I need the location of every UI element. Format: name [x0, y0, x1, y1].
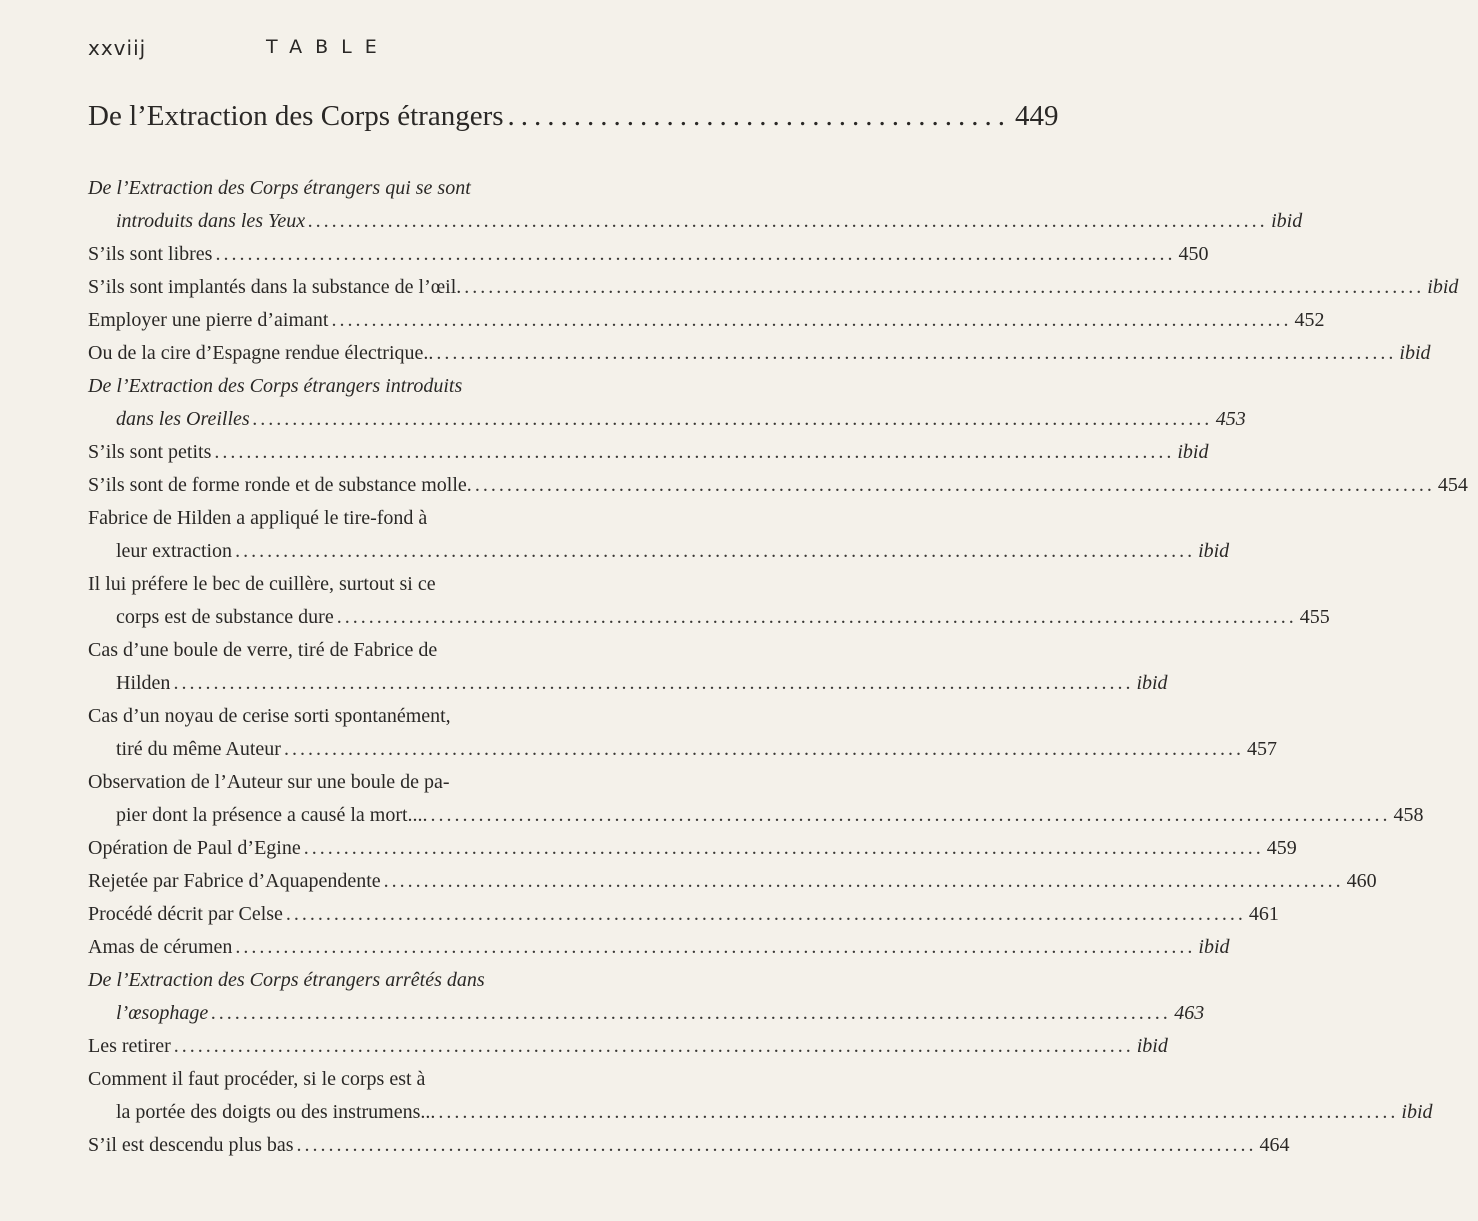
toc-entry	[88, 1030, 1168, 1063]
entry-first-line: De l’Extraction des Corps étrangers arrêtés dans	[88, 969, 485, 991]
leader-dots: ........................................................................................................................	[430, 804, 1391, 826]
entry-last-line	[88, 238, 1209, 271]
leader-dots: ........................................................................................................................	[173, 672, 1134, 694]
entry-last-line	[88, 436, 1209, 469]
entry-last-line	[88, 1096, 1433, 1129]
leader-dots: ........................................................................................................................	[438, 1101, 1399, 1123]
toc-entry	[88, 337, 1431, 370]
entry-text: S’ils sont implantés dans la substance de l’œil.	[88, 276, 462, 298]
entry-page-number: 464	[1259, 1134, 1290, 1156]
entry-text: Hilden	[116, 672, 171, 694]
entry-first-line: Fabrice de Hilden a appliqué le tire-fond à	[88, 507, 428, 529]
entry-last-line	[88, 304, 1325, 337]
entry-page-number: ibid	[1271, 210, 1303, 232]
entry-first-line: Cas d’un noyau de cerise sorti spontanément,	[88, 705, 451, 727]
leader-dots: ........................................................................................................................	[336, 606, 1297, 628]
entry-page-number: 458	[1393, 804, 1424, 826]
toc-entry	[88, 1063, 1433, 1129]
entry-last-line	[88, 271, 1459, 304]
toc-entry	[88, 502, 1230, 568]
entry-page-number: 460	[1346, 870, 1377, 892]
entry-page-number: ibid	[1399, 342, 1431, 364]
toc-heading	[88, 370, 1246, 436]
leader-dots: ........................................................................................................................	[235, 936, 1196, 958]
entry-text: S’ils sont de forme ronde et de substance molle.	[88, 474, 472, 496]
entry-last-line	[88, 403, 1246, 436]
entry-text: pier dont la présence a causé la mort....	[116, 804, 428, 826]
entry-last-line	[88, 337, 1431, 370]
leader-dots: ........................................................................................................................	[283, 738, 1244, 760]
entry-text: leur extraction	[116, 540, 233, 562]
entry-text: Amas de cérumen	[88, 936, 233, 958]
entry-page-number: 459	[1266, 837, 1297, 859]
leader-dots: ........................................................................................................................	[474, 474, 1435, 496]
toc-entry	[88, 931, 1230, 964]
leader-dots: ........................................................................................................................	[308, 210, 1269, 232]
leader-dots: ........................................................................................................................	[296, 1134, 1257, 1156]
entry-page-number: 454	[1437, 474, 1468, 496]
leader-dots: ........................................................................................................................	[383, 870, 1344, 892]
running-head	[88, 36, 648, 66]
entry-text: Les retirer	[88, 1035, 171, 1057]
toc-entry	[88, 634, 1168, 700]
entry-text: la portée des doigts ou des instrumens...	[116, 1101, 436, 1123]
toc-entry	[88, 1129, 1290, 1162]
entry-last-line	[88, 997, 1205, 1030]
leader-dots: ........................................................................................................................	[235, 540, 1196, 562]
toc-entry	[88, 304, 1325, 337]
entry-last-line	[88, 832, 1297, 865]
entry-last-line	[88, 898, 1279, 931]
entry-last-line	[88, 733, 1277, 766]
entry-last-line	[88, 667, 1168, 700]
leader-dots: ........................................................................................................................	[252, 408, 1213, 430]
entry-page-number: ibid	[1427, 276, 1459, 298]
entry-text: corps est de substance dure	[116, 606, 334, 628]
toc-entry	[88, 469, 1468, 502]
leader-dots: ........................................................................................................................	[436, 342, 1397, 364]
toc-entry	[88, 766, 1424, 832]
entry-text: Employer une pierre d’aimant	[88, 309, 329, 331]
entry-last-line	[88, 205, 1303, 238]
leader-dots: ........................................................................................................................	[285, 903, 1246, 925]
leader-dots: ........................................................................................................................	[173, 1035, 1134, 1057]
leader-dots: ......................................	[507, 100, 1012, 132]
leader-dots: ........................................................................................................................	[303, 837, 1264, 859]
entry-last-line	[88, 601, 1330, 634]
entry-page-number: ibid	[1177, 441, 1209, 463]
table-of-contents	[88, 172, 1468, 1162]
entry-first-line: De l’Extraction des Corps étrangers qui se sont	[88, 177, 471, 199]
leader-dots: ........................................................................................................................	[464, 276, 1425, 298]
entry-text: introduits dans les Yeux	[116, 210, 306, 232]
entry-page-number: 461	[1248, 903, 1279, 925]
toc-entry	[88, 568, 1330, 634]
entry-text: Procédé décrit par Celse	[88, 903, 283, 925]
toc-entry	[88, 700, 1277, 766]
entry-page-number: ibid	[1136, 1035, 1168, 1057]
entry-page-number: 455	[1299, 606, 1330, 628]
page-folio: xxviij	[88, 36, 147, 60]
running-title: TABLE	[266, 36, 390, 58]
entry-first-line: De l’Extraction des Corps étrangers introduits	[88, 375, 463, 397]
entry-page-number: ibid	[1198, 936, 1230, 958]
leader-dots: ........................................................................................................................	[211, 1002, 1172, 1024]
entry-first-line: Il lui préfere le bec de cuillère, surtout si ce	[88, 573, 436, 595]
entry-text: dans les Oreilles	[116, 408, 250, 430]
entry-last-line	[88, 1030, 1168, 1063]
entry-page-number: 463	[1174, 1002, 1205, 1024]
entry-first-line: Observation de l’Auteur sur une boule de pa-	[88, 771, 450, 793]
toc-entry	[88, 271, 1459, 304]
toc-entry	[88, 238, 1209, 271]
toc-heading	[88, 172, 1303, 238]
entry-text: Rejetée par Fabrice d’Aquapendente	[88, 870, 381, 892]
leader-dots: ........................................................................................................................	[215, 243, 1176, 265]
entry-last-line	[88, 799, 1424, 832]
entry-text: Ou de la cire d’Espagne rendue électrique..	[88, 342, 434, 364]
entry-text: S’ils sont petits	[88, 441, 212, 463]
entry-text: l’œsophage	[116, 1002, 209, 1024]
section-title	[88, 100, 1059, 133]
toc-entry	[88, 865, 1377, 898]
toc-entry	[88, 832, 1297, 865]
entry-last-line	[88, 469, 1468, 502]
entry-page-number: 450	[1178, 243, 1209, 265]
entry-text: S’il est descendu plus bas	[88, 1134, 294, 1156]
section-title-text: De l’Extraction des Corps étrangers	[88, 100, 504, 132]
entry-first-line: Comment il faut procéder, si le corps est à	[88, 1068, 426, 1090]
entry-last-line	[88, 931, 1230, 964]
toc-entry	[88, 898, 1279, 931]
entry-page-number: 457	[1246, 738, 1277, 760]
toc-entry	[88, 436, 1209, 469]
section-page-number: 449	[1015, 100, 1059, 132]
toc-heading	[88, 964, 1205, 1030]
entry-text: Opération de Paul d’Egine	[88, 837, 301, 859]
entry-page-number: ibid	[1136, 672, 1168, 694]
entry-last-line	[88, 535, 1230, 568]
leader-dots: ........................................................................................................................	[331, 309, 1292, 331]
entry-page-number: 453	[1215, 408, 1246, 430]
entry-text: tiré du même Auteur	[116, 738, 281, 760]
entry-page-number: 452	[1294, 309, 1325, 331]
entry-page-number: ibid	[1198, 540, 1230, 562]
leader-dots: ........................................................................................................................	[214, 441, 1175, 463]
entry-last-line	[88, 1129, 1290, 1162]
entry-first-line: Cas d’une boule de verre, tiré de Fabrice de	[88, 639, 438, 661]
entry-last-line	[88, 865, 1377, 898]
entry-text: S’ils sont libres	[88, 243, 213, 265]
entry-page-number: ibid	[1401, 1101, 1433, 1123]
